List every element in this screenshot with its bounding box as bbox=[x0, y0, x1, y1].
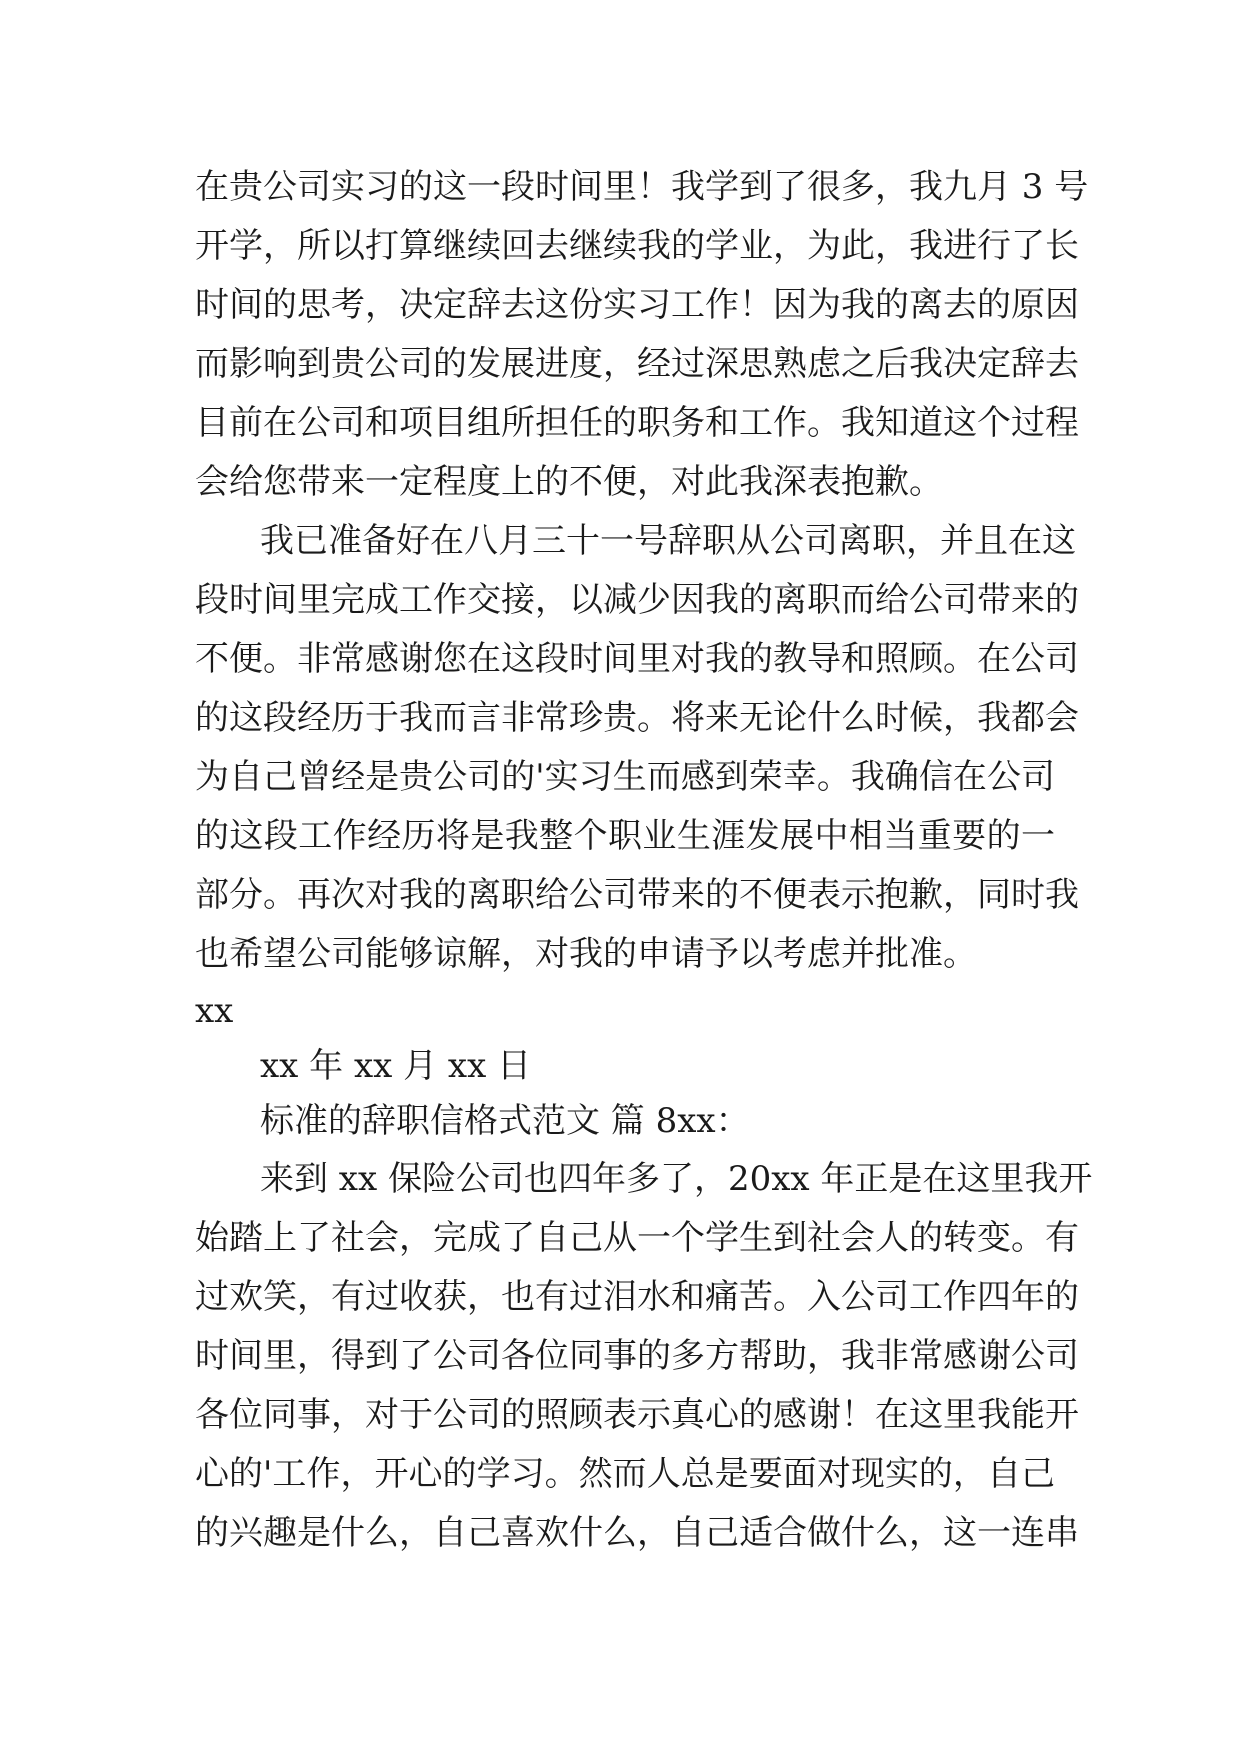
text-line: 过欢笑，有过收获，也有过泪水和痛苦。入公司工作四年的 bbox=[195, 1277, 1079, 1317]
text-line: 会给您带来一定程度上的不便，对此我深表抱歉。 bbox=[195, 462, 943, 502]
text-line: 为自己曾经是贵公司的'实习生而感到荣幸。我确信在公司 bbox=[195, 757, 1055, 797]
text-line: 各位同事，对于公司的照顾表示真心的感谢！在这里我能开 bbox=[195, 1395, 1079, 1435]
signature-name: xx bbox=[195, 991, 234, 1031]
text-line: 的这段经历于我而言非常珍贵。将来无论什么时候，我都会 bbox=[195, 698, 1079, 738]
text-line: 的兴趣是什么，自己喜欢什么，自己适合做什么，这一连串 bbox=[195, 1513, 1079, 1553]
text-line: 来到 xx 保险公司也四年多了，20xx 年正是在这里我开 bbox=[260, 1159, 1093, 1199]
text-line: 我已准备好在八月三十一号辞职从公司离职，并且在这 bbox=[260, 521, 1076, 561]
text-line: 而影响到贵公司的发展进度，经过深思熟虑之后我决定辞去 bbox=[195, 344, 1079, 384]
text-line: 开学，所以打算继续回去继续我的学业，为此，我进行了长 bbox=[195, 226, 1079, 266]
text-line: 心的'工作，开心的学习。然而人总是要面对现实的，自己 bbox=[195, 1454, 1055, 1494]
text-line: 段时间里完成工作交接，以减少因我的离职而给公司带来的 bbox=[195, 580, 1079, 620]
text-line: 不便。非常感谢您在这段时间里对我的教导和照顾。在公司 bbox=[195, 639, 1079, 679]
text-line: 也希望公司能够谅解，对我的申请予以考虑并批准。 bbox=[195, 934, 977, 974]
text-line: 的这段工作经历将是我整个职业生涯发展中相当重要的一 bbox=[195, 816, 1055, 856]
text-line: 在贵公司实习的这一段时间里！我学到了很多，我九月 3 号 bbox=[195, 167, 1089, 207]
text-line: 时间里，得到了公司各位同事的多方帮助，我非常感谢公司 bbox=[195, 1336, 1079, 1376]
signature-date: xx 年 xx 月 xx 日 bbox=[260, 1046, 532, 1086]
text-line: 时间的思考，决定辞去这份实习工作！因为我的离去的原因 bbox=[195, 285, 1079, 325]
text-line: 目前在公司和项目组所担任的职务和工作。我知道这个过程 bbox=[195, 403, 1079, 443]
text-line: 始踏上了社会，完成了自己从一个学生到社会人的转变。有 bbox=[195, 1218, 1079, 1258]
section-heading: 标准的辞职信格式范文 篇 8xx： bbox=[260, 1101, 750, 1141]
text-line: 部分。再次对我的离职给公司带来的不便表示抱歉，同时我 bbox=[195, 875, 1079, 915]
